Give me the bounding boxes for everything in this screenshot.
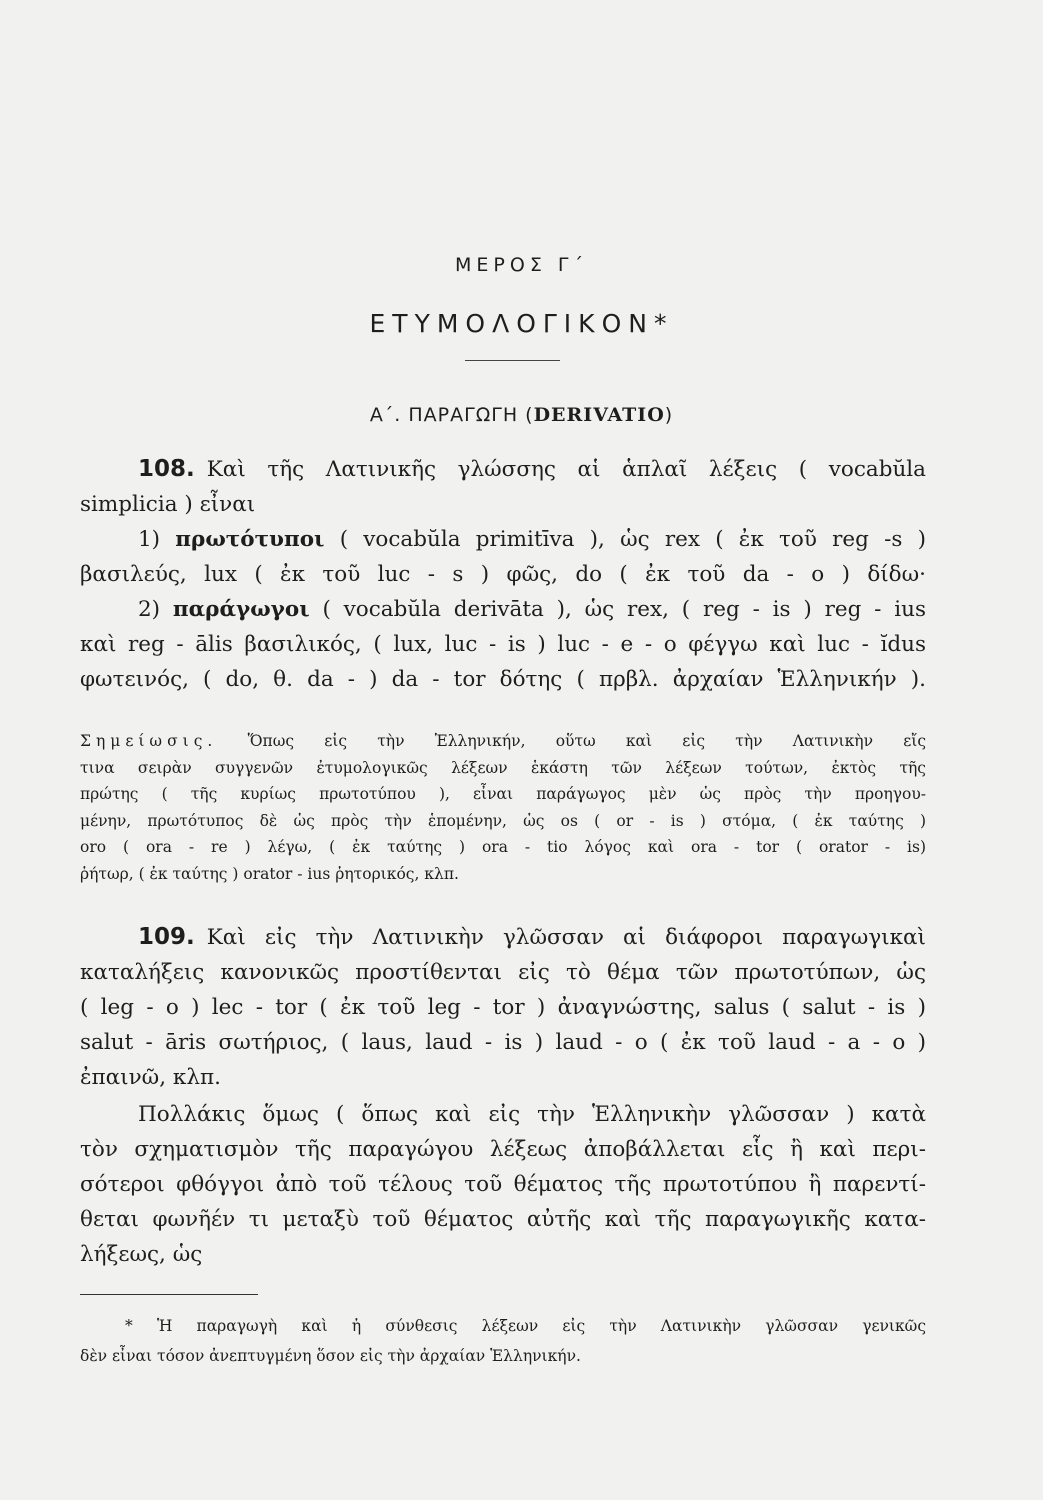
para108-item-2-cont-2: φωτεινός, ( do, θ. da - ) da - tor δότης ( πρβλ. ἀρχαίαν Ἑλληνικήν ). bbox=[80, 667, 926, 692]
often-line-3: σότεροι φθόγγοι ἀπὸ τοῦ τέλους τοῦ θέματος τῆς πρωτοτύπου ἢ παρεντί- bbox=[80, 1172, 926, 1197]
part-heading: ΜΕΡΟΣ Γ΄ bbox=[455, 254, 588, 276]
para108-item1-text: ( vocabŭla primitīva ), ὡς rex ( ἐκ τοῦ reg -s ) bbox=[339, 527, 926, 552]
section-heading-prefix: Α΄. ΠΑΡΑΓΩΓΗ ( bbox=[369, 404, 534, 426]
remark-line-1 bbox=[80, 728, 926, 755]
para109-line-1 bbox=[80, 920, 926, 955]
paragraph-often bbox=[80, 1097, 926, 1272]
paragraph-109 bbox=[80, 920, 926, 1095]
para109-line-2: καταλήξεις κανονικῶς προστίθενται εἰς τὸ θέμα τῶν πρωτοτύπων, ὡς bbox=[80, 960, 926, 985]
para108-item-1: 1) πρωτότυποι ( vocabŭla primitīva ), ὡς rex ( ἐκ τοῦ reg -s ) bbox=[138, 527, 926, 552]
para108-item-2-cont-1: καὶ reg - ālis βασιλικός, ( lux, luc - is ) luc - e - o φέγγω καὶ luc - ĭdus bbox=[80, 632, 926, 657]
often-line-5: λήξεως, ὡς bbox=[80, 1242, 203, 1267]
paragraph-number: 108. bbox=[138, 456, 195, 482]
remark-block bbox=[80, 728, 926, 887]
para109-text-1: Καὶ εἰς τὴν Λατινικὴν γλῶσσαν αἱ διάφοροι παραγωγικαὶ bbox=[206, 925, 926, 950]
often-line-2: τὸν σχηματισμὸν τῆς παραγώγου λέξεως ἀποβάλλεται εἷς ἢ καὶ περι- bbox=[80, 1137, 926, 1162]
para108-line-2: simplicia ) εἶναι bbox=[80, 492, 256, 517]
para109-line-4: salut - āris σωτήριος, ( laus, laud - is ) laud - o ( ἐκ τοῦ laud - a - o ) bbox=[80, 1030, 926, 1055]
title-divider bbox=[465, 360, 560, 361]
remark-label: Σημείωσις. bbox=[80, 732, 218, 750]
para108-text-1: Καὶ τῆς Λατινικῆς γλώσσης αἱ ἁπλαῖ λέξεις ( vocabŭla bbox=[206, 457, 926, 482]
often-line-4: θεται φωνῆέν τι μεταξὺ τοῦ θέματος αὐτῆς καὶ τῆς παραγωγικῆς κατα- bbox=[80, 1207, 926, 1232]
section-heading bbox=[0, 404, 1043, 426]
paragraph-108 bbox=[80, 452, 926, 697]
section-heading-latin: DERIVATIO bbox=[533, 404, 665, 426]
remark-line-3: πρώτης ( τῆς κυρίως πρωτοτύπου ), εἶναι παράγωγος μὲν ὡς πρὸς τὴν προηγου- bbox=[80, 785, 926, 803]
para108-item2-text: ( vocabŭla derivāta ), ὡς rex, ( reg - is ) reg - ius bbox=[322, 597, 927, 622]
section-heading-suffix: ) bbox=[664, 404, 674, 426]
remark-line-6: ῥήτωρ, ( ἐκ ταύτης ) orator - ius ῥητορικός, κλπ. bbox=[80, 864, 459, 883]
often-line-1: Πολλάκις ὅμως ( ὅπως καὶ εἰς τὴν Ἑλληνικὴν γλῶσσαν ) κατὰ bbox=[138, 1102, 926, 1127]
para109-line-5: ἐπαινῶ, κλπ. bbox=[80, 1065, 221, 1090]
remark-line-4: μένην, πρωτότυπος δὲ ὡς πρὸς τὴν ἑπομένην, ὡς os ( or - is ) στόμα, ( ἐκ ταύτης ) bbox=[80, 811, 926, 830]
term-primitive: πρωτότυποι bbox=[175, 527, 325, 552]
remark-text-1: Ὅπως εἰς τὴν Ἑλληνικήν, οὕτω καὶ εἰς τὴν Λατινικὴν εἴς bbox=[247, 732, 926, 750]
term-derived: παράγωγοι bbox=[172, 597, 310, 622]
footnote-line-1: * Ἡ παραγωγὴ καὶ ἡ σύνθεσις λέξεων εἰς τὴν Λατινικὴν γλῶσσαν γενικῶς bbox=[125, 1317, 926, 1335]
footnote-divider bbox=[80, 1294, 258, 1295]
remark-line-2: τινα σειρὰν συγγενῶν ἐτυμολογικῶς λέξεων ἑκάστη τῶν λέξεων τούτων, ἐκτὸς τῆς bbox=[80, 758, 926, 777]
para108-item-2: 2) παράγωγοι ( vocabŭla derivāta ), ὡς rex, ( reg - is ) reg - ius bbox=[138, 597, 927, 622]
footnote-line-2: δὲν εἶναι τόσον ἀνεπτυγμένη ὅσον εἰς τὴν ἀρχαίαν Ἑλληνικήν. bbox=[80, 1347, 581, 1365]
footnote bbox=[80, 1311, 926, 1371]
remark-line-5: oro ( ora - re ) λέγω, ( ἐκ ταύτης ) ora - tio λόγος καὶ ora - tor ( orator - is) bbox=[80, 838, 926, 856]
paragraph-number: 109. bbox=[138, 924, 195, 950]
para109-line-3: ( leg - o ) lec - tor ( ἐκ τοῦ leg - tor ) ἀναγνώστης, salus ( salut - is ) bbox=[80, 995, 926, 1020]
chapter-title: ΕΤΥΜΟΛΟΓΙΚΟΝ* bbox=[369, 309, 674, 338]
para108-item-1-cont: βασιλεύς, lux ( ἐκ τοῦ luc - s ) φῶς, do ( ἐκ τοῦ da - o ) δίδω· bbox=[80, 562, 926, 587]
para108-line-1 bbox=[80, 452, 926, 487]
